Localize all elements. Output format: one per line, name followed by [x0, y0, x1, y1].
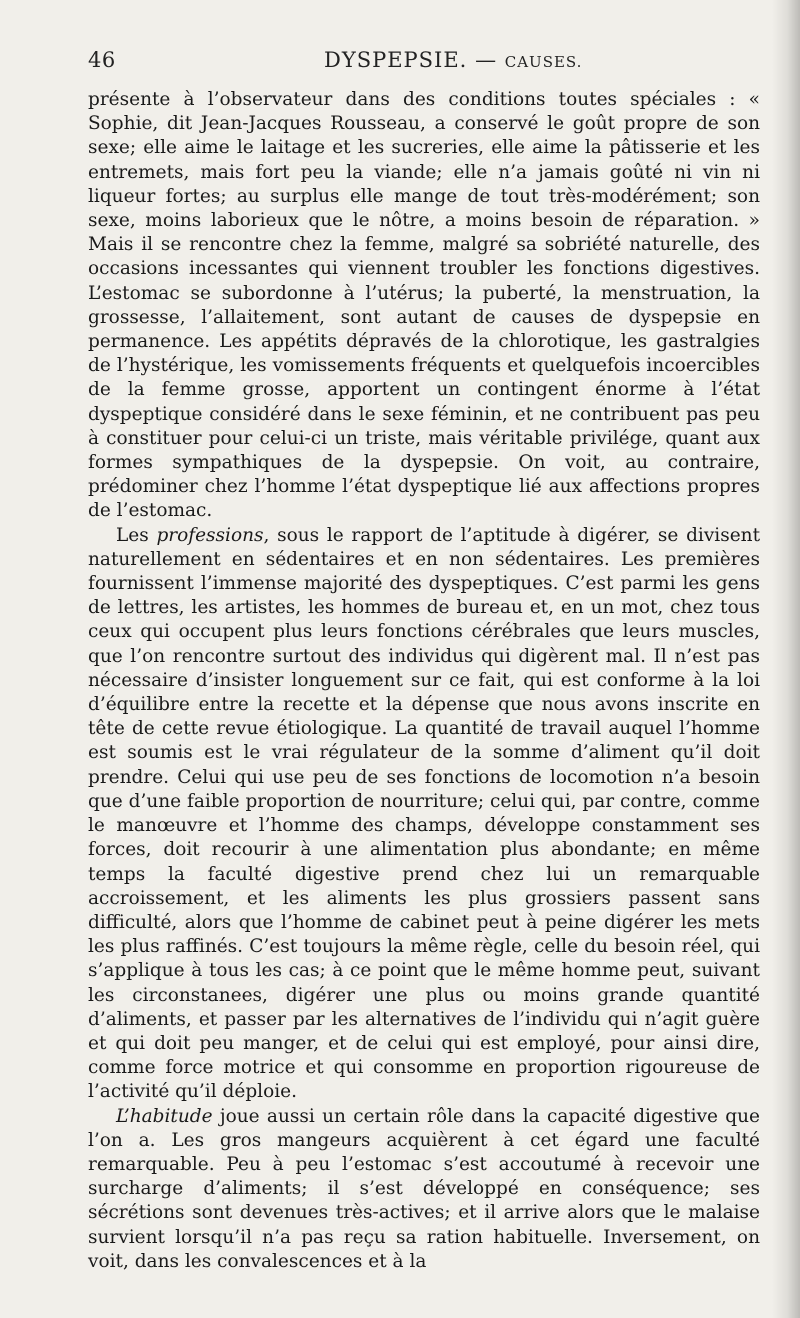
- paragraph-professions-lead: Les: [116, 524, 157, 546]
- term-professions: professions: [156, 524, 264, 546]
- paragraph-professions-text: , sous le rapport de l’aptitude à digérer, se divisent naturellement en sédentaires et en non sédentaires. Les premières fournissent l’immense majorité des dyspeptiques. C’est parmi les gens de lettres, les artistes, les hommes de bureau et, en un mot, chez tous ceux qui occupent plus leurs fonctions cérébrales que leurs muscles, que l’on rencontre surtout des individus qui digèrent mal. Il n’est pas nécessaire d’insister longuement sur ce fait, qui est conforme à la loi d’équilibre entre la recette et la dépense que nous avons inscrite en tête de cette revue étiologique. La quantité de travail auquel l’homme est soumis est le vrai régulateur de la somme d’aliment qu’il doit prendre. Celui qui use peu de ses fonctions de locomotion n’a besoin que d’une faible proportion de nourriture; celui qui, par contre, comme le manœuvre et l’homme des champs, développe constamment ses forces, doit recourir à une alimentation plus abondante; en même temps la faculté digestive prend chez lui un remarquable accroissement, et les aliments les plus grossiers passent sans difficulté, alors que l’homme de cabinet peut à peine digérer les mets les plus raffinés. C’est toujours la même règle, celle du besoin réel, qui s’applique à tous les cas; à ce point que le même homme peut, suivant les circonstanees, digérer une plus ou moins grande quantité d’aliments, et passer par les alternatives de l’individu qui n’agit guère et qui doit peu manger, et de celui qui est employé, pour ainsi dire, comme force motrice et qui consomme en proportion rigoureuse de l’activité qu’il déploie.: [88, 524, 761, 1103]
- page-number: 46: [88, 48, 116, 72]
- running-head-subtitle: CAUSES.: [504, 53, 583, 71]
- term-habitude: L’habitude: [116, 1105, 213, 1127]
- running-head-dash: —: [475, 48, 498, 72]
- body-text: [88, 88, 760, 1274]
- paragraph-sexe: présente à l’observateur dans des conditions toutes spéciales : « Sophie, dit Jean-Jacques Rousseau, a conservé le goût propre de son sexe; elle aime le laitage et les sucreries, elle aime la pâtisserie et les entremets, mais fort peu la viande; elle n’a jamais goûté ni vin ni liqueur fortes; au surplus elle mange de tout très-modérément; son sexe, moins laborieux que le nôtre, a moins besoin de réparation. » Mais il se rencontre chez la femme, malgré sa sobriété naturelle, des occasions incessantes qui viennent troubler les fonctions digestives. L’estomac se subordonne à l’utérus; la puberté, la menstruation, la grossesse, l’allaitement, sont autant de causes de dyspepsie en permanence. Les appétits dépravés de la chlorotique, les gastralgies de l’hystérique, les vomissements fréquents et quelquefois incoercibles de la femme grosse, apportent un contingent énorme à l’état dyspeptique considéré dans le sexe féminin, et ne contribuent pas peu à constituer pour celui-ci un triste, mais véritable privilége, quant aux formes sympathiques de la dyspepsie. On voit, au contraire, prédominer chez l’homme l’état dyspeptique lié aux affections propres de l’estomac.: [88, 89, 760, 522]
- running-head-title: DYSPEPSIE.: [324, 48, 468, 72]
- paragraph-habitude: [88, 1105, 760, 1274]
- page-header: [88, 48, 760, 80]
- paragraph-professions: [88, 524, 760, 1105]
- paragraph-habitude-text: joue aussi un certain rôle dans la capacité digestive que l’on a. Les gros mangeurs acquièrent à cet égard une faculté remarquable. Peu à peu l’estomac s’est accoutumé à recevoir une surcharge d’aliments; il s’est développé en conséquence; ses sécrétions sont devenues très-actives; et il arrive alors que le malaise survient lorsqu’il n’a pas reçu sa ration habituelle. Inversement, on voit, dans les convalescences et à la: [88, 1105, 760, 1272]
- page-gutter-shadow: [772, 0, 800, 1318]
- running-head: [324, 48, 582, 72]
